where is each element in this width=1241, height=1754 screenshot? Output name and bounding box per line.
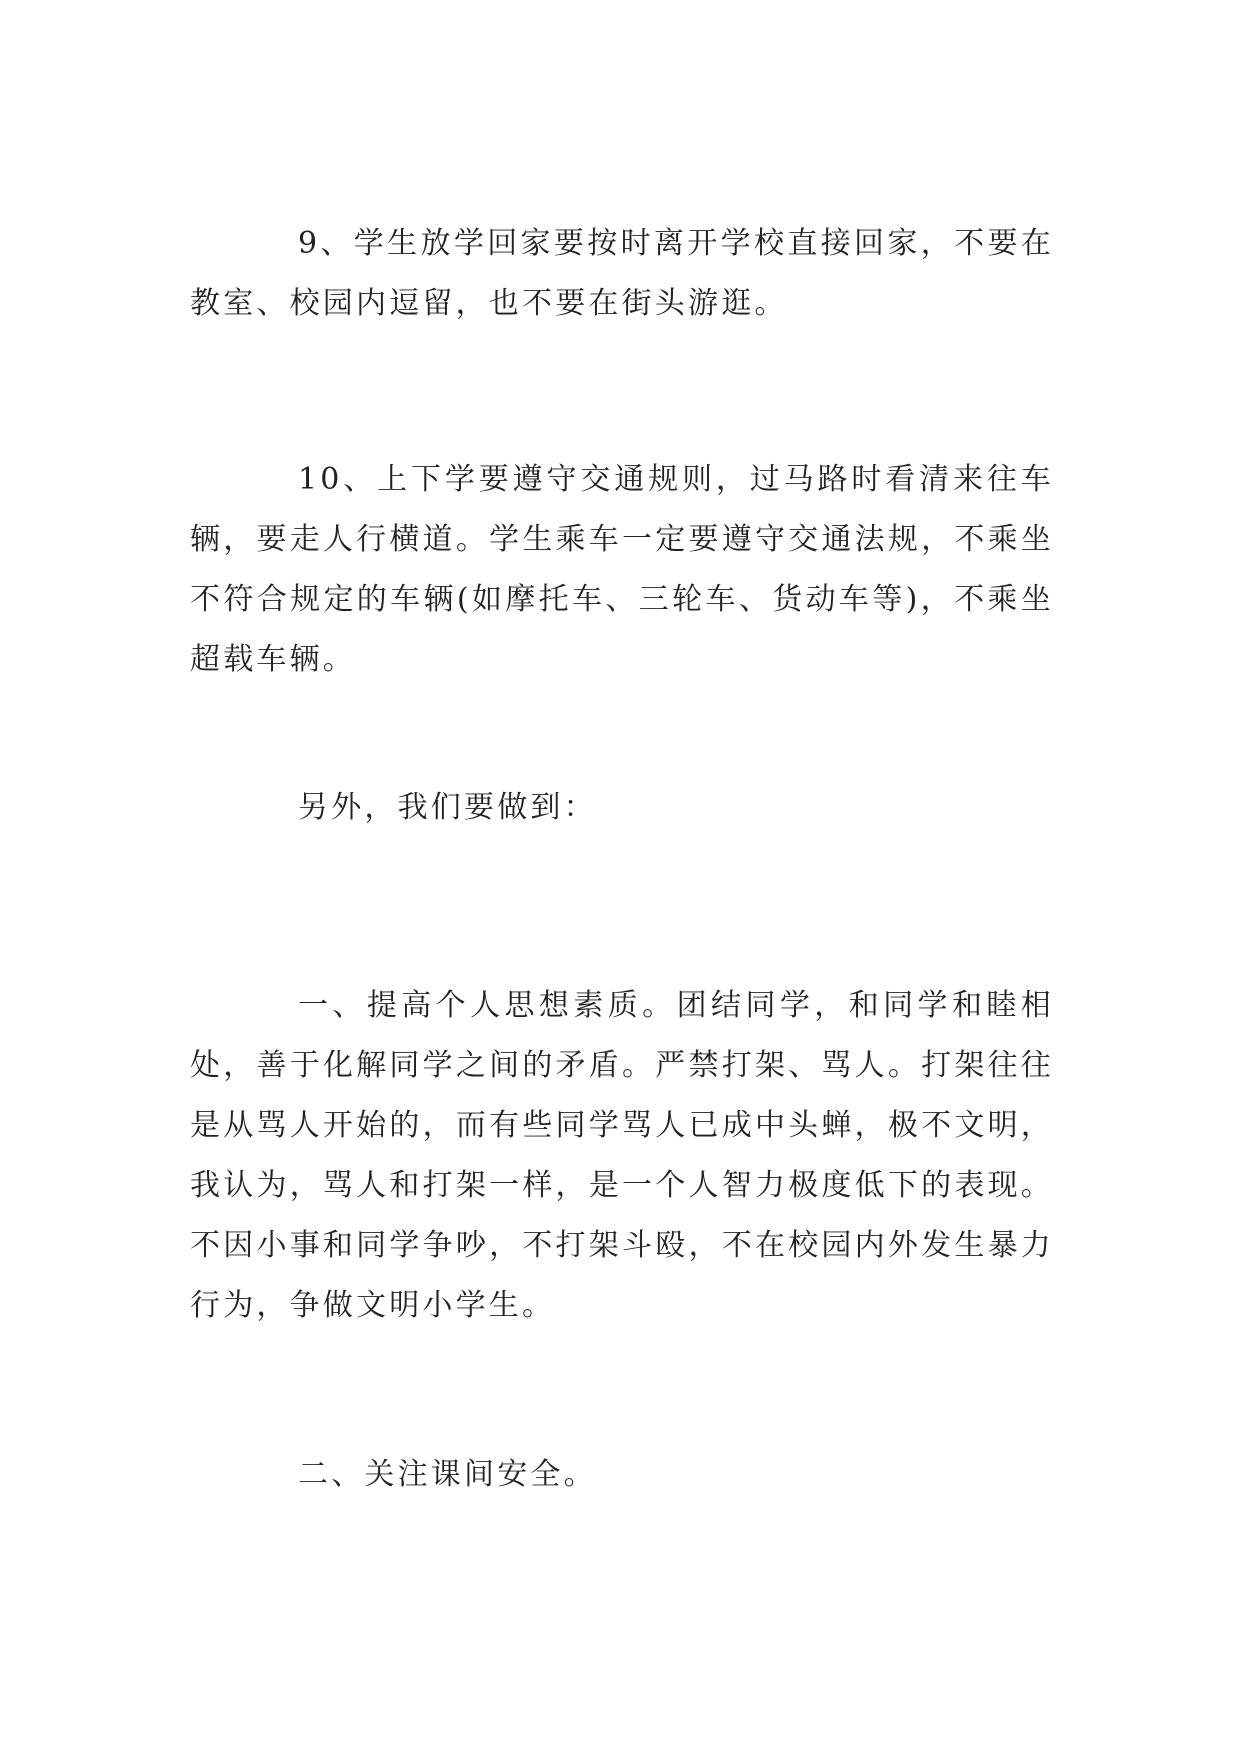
paragraph-section-two: 二、关注课间安全。 [298, 1457, 597, 1492]
paragraph-rule-10: 10、上下学要遵守交通规则，过马路时看清来往车辆，要走人行横道。学生乘车一定要遵守交通法规，不乘坐不符合规定的车辆(如摩托车、三轮车、货动车等)，不乘坐超载车辆。 [190, 462, 1054, 677]
paragraph-rule-9: 9、学生放学回家要按时离开学校直接回家，不要在教室、校园内逗留，也不要在街头游逛。 [190, 226, 1054, 321]
paragraph-additionally: 另外，我们要做到： [298, 790, 597, 825]
paragraph-section-one: 一、提高个人思想素质。团结同学，和同学和睦相处，善于化解同学之间的矛盾。严禁打架、骂人。打架往往是从骂人开始的，而有些同学骂人已成中头蝉，极不文明，我认为，骂人和打架一样，是一个人智力极度低下的表现。不因小事和同学争吵，不打架斗殴，不在校园内外发生暴力行为，争做文明小学生。 [190, 988, 1054, 1323]
